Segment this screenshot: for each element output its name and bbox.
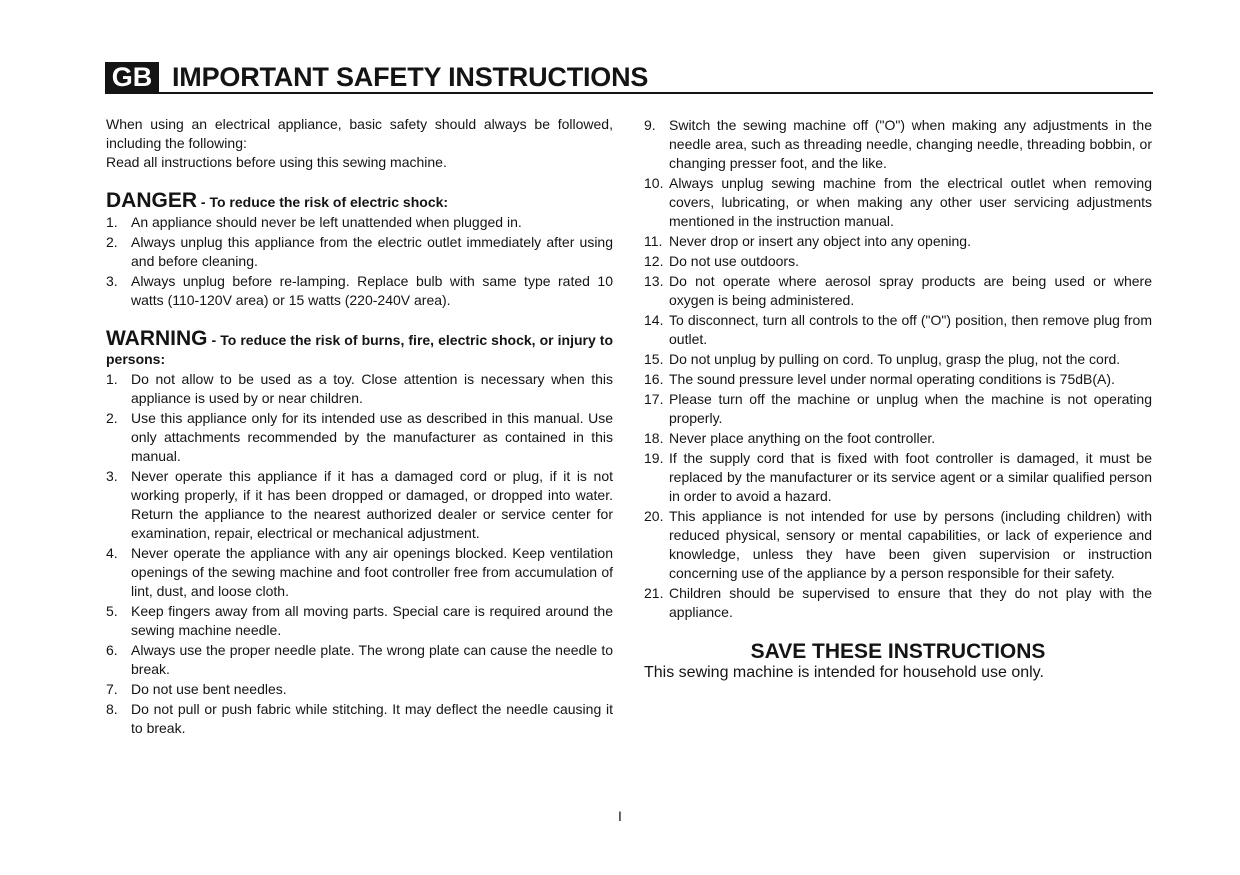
item-number: 19. xyxy=(644,450,664,466)
item-text: Never place anything on the foot controller. xyxy=(669,430,936,446)
intro-read-all: Read all instructions before using this sewing machine. xyxy=(106,154,447,170)
item-text: Children should be supervised to ensure that they do not play with the appliance. xyxy=(669,585,1152,620)
item-number: 21. xyxy=(644,585,664,601)
list-item xyxy=(644,252,1152,271)
item-text: Do not pull or push fabric while stitching. It may deflect the needle causing it to break. xyxy=(131,701,613,736)
item-number: 9. xyxy=(644,117,656,133)
item-text: Always unplug before re-lamping. Replace bulb with same type rated 10 watts (110-120V area) or 15 watts (220-240V area). xyxy=(131,273,613,308)
item-number: 18. xyxy=(644,430,664,446)
list-item xyxy=(644,390,1152,428)
item-number: 7. xyxy=(106,681,118,697)
danger-list xyxy=(106,213,613,310)
item-text: Do not use outdoors. xyxy=(669,253,799,269)
item-number: 10. xyxy=(644,175,664,191)
warning-label: WARNING xyxy=(106,327,208,350)
list-item xyxy=(644,449,1152,506)
item-number: 13. xyxy=(644,273,664,289)
item-number: 17. xyxy=(644,391,664,407)
item-number: 12. xyxy=(644,253,664,269)
list-item xyxy=(644,272,1152,310)
list-item xyxy=(106,233,613,271)
list-item xyxy=(106,602,613,640)
item-text: Switch the sewing machine off ("O") when making any adjustments in the needle area, such as threading needle, changing needle, threading bobbin, or changing presser foot, and the like. xyxy=(669,117,1152,171)
list-item xyxy=(106,272,613,310)
item-number: 11. xyxy=(644,233,663,249)
item-number: 2. xyxy=(106,410,118,426)
language-badge: GB xyxy=(105,62,159,92)
list-item xyxy=(644,507,1152,583)
item-number: 15. xyxy=(644,351,664,367)
list-item xyxy=(644,116,1152,173)
list-item xyxy=(644,232,1152,251)
item-number: 4. xyxy=(106,545,118,561)
item-text: If the supply cord that is fixed with foot controller is damaged, it must be replaced by the manufacturer or its service agent or a similar qualified person in order to avoid a hazard. xyxy=(669,450,1152,504)
right-column xyxy=(644,115,1152,682)
item-number: 16. xyxy=(644,371,664,387)
item-text: Use this appliance only for its intended use as described in this manual. Use only attachments recommended by the manufacturer as contained in this manual. xyxy=(131,410,613,464)
continued-list xyxy=(644,116,1152,622)
list-item xyxy=(106,213,613,232)
list-item xyxy=(644,311,1152,349)
item-text: Always use the proper needle plate. The wrong plate can cause the needle to break. xyxy=(131,642,613,677)
header-divider xyxy=(105,92,1153,94)
item-number: 14. xyxy=(644,312,664,328)
item-number: 3. xyxy=(106,468,118,484)
item-text: Never operate the appliance with any air openings blocked. Keep ventilation openings of the sewing machine and foot controller free from accumulation of lint, dust, and loose cloth. xyxy=(131,545,613,599)
item-text: Do not use bent needles. xyxy=(131,681,287,697)
danger-subtitle: - To reduce the risk of electric shock: xyxy=(197,194,449,210)
warning-heading xyxy=(106,329,613,369)
item-text: Do not operate where aerosol spray products are being used or where oxygen is being administered. xyxy=(669,273,1152,308)
item-number: 1. xyxy=(106,371,118,387)
item-number: 20. xyxy=(644,508,664,524)
intro-text: When using an electrical appliance, basic safety should always be followed, including the following: xyxy=(106,116,613,151)
item-text: An appliance should never be left unattended when plugged in. xyxy=(131,214,522,230)
list-item xyxy=(106,370,613,408)
page-title: IMPORTANT SAFETY INSTRUCTIONS xyxy=(172,62,649,92)
warning-subtitle: - To reduce the risk of burns, fire, electric shock, or injury to persons: xyxy=(106,332,613,367)
list-item xyxy=(644,370,1152,389)
list-item xyxy=(106,544,613,601)
list-item xyxy=(106,700,613,738)
danger-label: DANGER xyxy=(106,189,198,212)
item-text: This appliance is not intended for use by persons (including children) with reduced physical, sensory or mental capabilities, or lack of experience and knowledge, unless they have been given supervision or instruction concerning use of the appliance by a person responsible for their safety. xyxy=(669,508,1152,581)
list-item xyxy=(106,641,613,679)
item-text: Always unplug sewing machine from the electrical outlet when removing covers, lubricating, or when making any other user servicing adjustments mentioned in the instruction manual. xyxy=(669,175,1152,229)
page-header xyxy=(105,62,648,92)
list-item xyxy=(644,350,1152,369)
list-item xyxy=(644,584,1152,622)
item-text: To disconnect, turn all controls to the off ("O") position, then remove plug from outlet. xyxy=(669,312,1152,347)
page-number: I xyxy=(618,808,622,824)
household-use-note: This sewing machine is intended for household use only. xyxy=(644,664,1044,681)
save-instructions-heading: SAVE THESE INSTRUCTIONS xyxy=(750,640,1046,663)
item-text: Keep fingers away from all moving parts. Special care is required around the sewing machine needle. xyxy=(131,603,613,638)
item-number: 1. xyxy=(106,214,118,230)
item-text: The sound pressure level under normal operating conditions is 75dB(A). xyxy=(669,371,1115,387)
list-item xyxy=(644,174,1152,231)
item-text: Never drop or insert any object into any opening. xyxy=(669,233,971,249)
list-item xyxy=(106,680,613,699)
left-column xyxy=(106,115,613,738)
list-item xyxy=(644,429,1152,448)
item-text: Do not unplug by pulling on cord. To unplug, grasp the plug, not the cord. xyxy=(669,351,1121,367)
item-text: Please turn off the machine or unplug when the machine is not operating properly. xyxy=(669,391,1152,426)
danger-heading xyxy=(106,191,613,212)
list-item xyxy=(106,467,613,543)
item-number: 2. xyxy=(106,234,118,250)
item-text: Always unplug this appliance from the electric outlet immediately after using and before cleaning. xyxy=(131,234,613,269)
item-number: 5. xyxy=(106,603,118,619)
item-number: 6. xyxy=(106,642,118,658)
warning-list xyxy=(106,370,613,738)
item-text: Do not allow to be used as a toy. Close attention is necessary when this appliance is used by or near children. xyxy=(131,371,613,406)
item-number: 3. xyxy=(106,273,118,289)
item-number: 8. xyxy=(106,701,118,717)
item-text: Never operate this appliance if it has a damaged cord or plug, if it is not working properly, if it has been dropped or damaged, or dropped into water. Return the appliance to the nearest authorized dealer or service center for examination, repair, electrical or mechanical adjustment. xyxy=(131,468,613,541)
list-item xyxy=(106,409,613,466)
